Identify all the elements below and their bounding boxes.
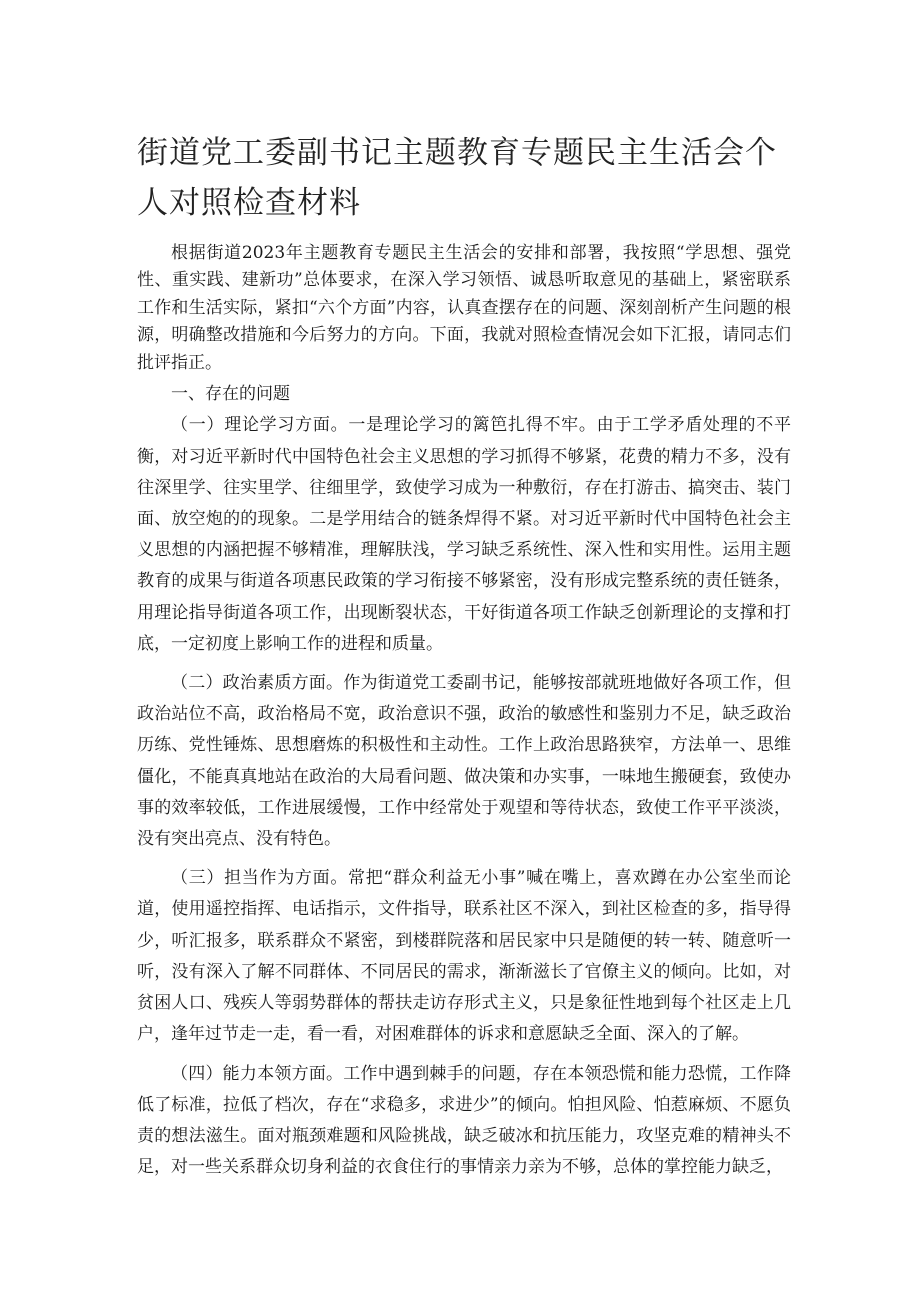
section-political-quality: （二）政治素质方面。作为街道党工委副书记，能够按部就班地做好各项工作，但政治站位不高，政治格局不宽，政治意识不强，政治的敏感性和鉴别力不足，缺乏政治历练、党性锤炼、思想磨炼的积极性和主动性。工作上政治思路狭窄，方法单一、思维僵化，不能真真地站在政治的大局看问题、做决策和办实事，一味地生搬硬套，致使办事的效率较低，工作进展缓慢，工作中经常处于观望和等待状态，致使工作平平淡淡，没有突出亮点、没有特色。: [137, 673, 791, 850]
section-theory-study: （一）理论学习方面。一是理论学习的篱笆扎得不牢。由于工学矛盾处理的不平衡，对习近平新时代中国特色社会主义思想的学习抓得不够紧，花费的精力不多，没有往深里学、往实里学、往细里学，致使学习成为一种敷衍，存在打游击、搞突击、装门面、放空炮的的现象。二是学用结合的链条焊得不紧。对习近平新时代中国特色社会主义思想的内涵把握不够精准，理解肤浅，学习缺乏系统性、深入性和实用性。运用主题教育的成果与街道各项惠民政策的学习衔接不够紧密，没有形成完整系统的责任链条，用理论指导街道各项工作，出现断裂状态，干好街道各项工作缺乏创新理论的支撑和打底，一定初度上影响工作的进程和质量。: [137, 415, 791, 654]
document-body: [137, 240, 791, 1183]
section-heading-problems: 一、存在的问题: [171, 384, 290, 405]
section-ability: （四）能力本领方面。工作中遇到棘手的问题，存在本领恐慌和能力恐慌，工作降低了标准，拉低了档次，存在“求稳多，求进少”的倾向。怕担风险、怕惹麻烦、不愿负责的想法滋生。面对瓶颈难题和风险挑战，缺乏破冰和抗压能力，攻坚克难的精神头不足，对一些关系群众切身利益的衣食住行的事情亲力亲为不够，总体的掌控能力缺乏，: [137, 1063, 791, 1178]
section-responsibility: （三）担当作为方面。常把“群众利益无小事”喊在嘴上，喜欢蹲在办公室坐而论道，使用遥控指挥、电话指示，文件指导，联系社区不深入，到社区检查的多，指导得少，听汇报多，联系群众不紧密，到楼群院落和居民家中只是随便的转一转、随意听一听，没有深入了解不同群体、不同居民的需求，渐渐滋长了官僚主义的倾向。比如，对贫困人口、残疾人等弱势群体的帮扶走访存形式主义，只是象征性地到每个社区走上几户，逢年过节走一走，看一看，对困难群体的诉求和意愿缺乏全面、深入的了解。: [137, 868, 791, 1045]
document-title: 街道党工委副书记主题教育专题民主生活会个人对照检查材料: [137, 135, 777, 221]
intro-paragraph: 根据街道2023年主题教育专题民主生活会的安排和部署，我按照“学思想、强党性、重实践、建新功”总体要求，在深入学习领悟、诚恳听取意见的基础上，紧密联系工作和生活实际，紧扣“六个方面”内容，认真查摆存在的问题、深刻剖析产生问题的根源，明确整改措施和今后努力的方向。下面，我就对照检查情况会如下汇报，请同志们批评指正。: [137, 243, 791, 373]
